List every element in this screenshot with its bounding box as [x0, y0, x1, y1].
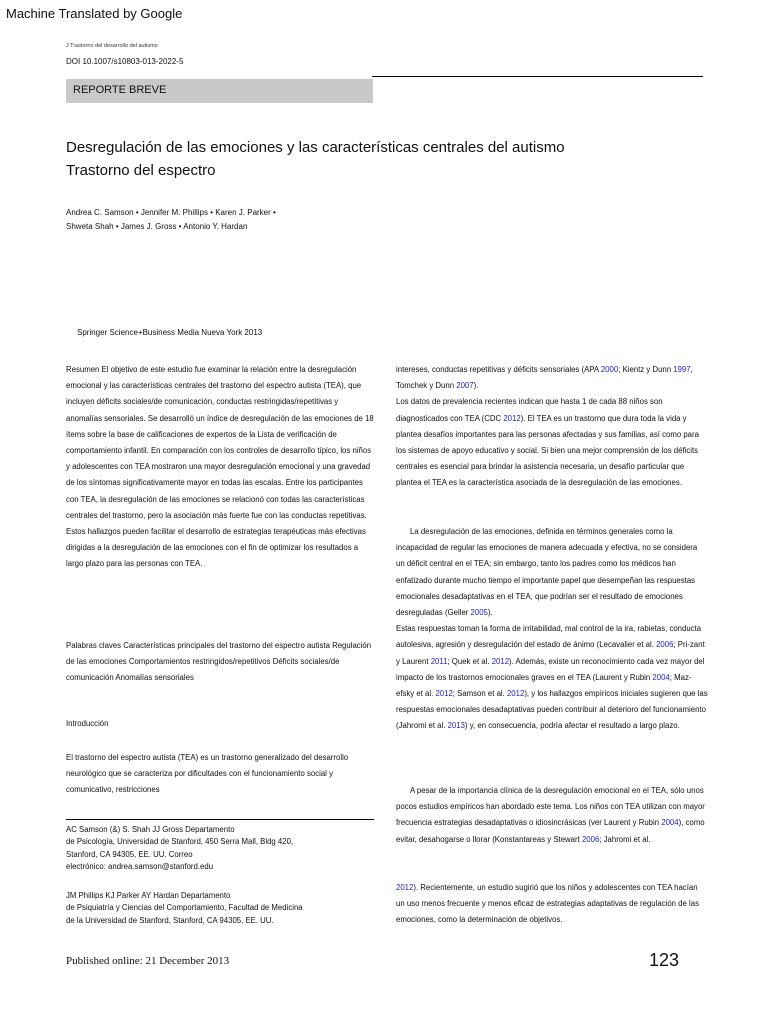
affil2-line-1: JM Phillips KJ Parker AY Hardan Departamento: [66, 891, 231, 900]
section-label: REPORTE BREVE: [66, 79, 373, 103]
footnote-rule: [66, 819, 374, 820]
citation-link[interactable]: 2012: [491, 656, 510, 666]
paragraph-3: La desregulación de las emociones, definida en términos generales como la incapacidad de regular las emociones de manera adecuada y efectiva, no se considera un déficit central en el TEA; sin embargo, tanto los padres como los médicos han enfatizado durante mucho tiempo el importante papel que desempeñan las respuestas emocionales desadaptativas en el TEA, que podrían ser el resultado de emociones desreguladas (Geller 2005).: [396, 527, 698, 618]
title-line-1: Desregulación de las emociones y las características centrales del autismo: [66, 139, 565, 156]
paragraph-4: Estas respuestas toman la forma de irritabilidad, mal control de la ira, rabietas, conducta autolesiva, agresión y desregulación del estado de ánimo (Lecavalier et al. 2006; Pri-zant y Laurent 2011; Quek et al. 2012). Además, existe un reconocimiento cada vez mayor del impacto de los trastornos emocionales graves en el TEA (Laurent y Rubin 2004; Maz-efsky et al. 2012; Samson et al. 2012), y los hallazgos empíricos iniciales sugieren que las respuestas emocionales desadaptativas pueden contribuir al deterioro del funcionamiento (Jahromi et al. 2013) y, en consecuencia, podría afectar el resultado a largo plazo.: [396, 624, 708, 731]
keywords-text: Palabras claves Características principales del trastorno del espectro autista Regulación de las emociones Comportamientos restringidos/repetitivos Déficits sociales/de comunicación Anomalías sensoriales: [66, 641, 372, 683]
affiliation-1: [66, 824, 376, 873]
intro-paragraph: [66, 750, 376, 799]
citation-link[interactable]: 2012: [396, 883, 414, 892]
citation-link[interactable]: 2006: [581, 834, 600, 844]
body-column-right-2: [396, 524, 708, 735]
paragraph-2: Los datos de prevalencia recientes indican que hasta 1 de cada 88 niños son diagnosticados con TEA (CDC 2012). El TEA es un trastorno que dura toda la vida y plantea desafíos importantes para las personas afectadas y sus familias, así como para los sistemas de apoyo educativo y social. Si bien una mejor comprensión de los déficits centrales es esencial para brindar la asistencia necesaria, un desafío particular que plantea el TEA es la característica asociada de la desregulación de las emociones.: [396, 397, 699, 488]
machine-translated-banner: Machine Translated by Google: [6, 6, 183, 21]
affil2-line-3: de la Universidad de Stanford, Stanford, CA 94305, EE. UU.: [66, 915, 274, 925]
citation-link[interactable]: 2012: [435, 689, 453, 699]
authors: [66, 206, 386, 233]
paragraph-1: intereses, conductas repetitivas y déficits sensoriales (APA 2000; Kientz y Dunn 1997, Tomchek y Dunn 2007).: [396, 365, 693, 391]
intro-heading: Introducción: [66, 719, 109, 728]
paragraph-5: A pesar de la importancia clínica de la desregulación emocional en el TEA, sólo unos pocos estudios empíricos han abordado este tema. Los niños con TEA utilizan con mayor frecuencia estrategias desadaptativas o idiosincrásicas (ver Laurent y Rubin 2004), como evitar, desahogarse o llorar (Konstantareas y Stewart 2006; Jahromi et al.: [396, 786, 705, 844]
body-column-right-3: [396, 783, 708, 848]
citation-link[interactable]: 2013: [447, 721, 465, 731]
affil1-line-4: electrónico: andrea.samson@stanford.edu: [66, 861, 214, 871]
citation-link[interactable]: 2004: [652, 672, 670, 682]
journal-name: J Trastorno del desarrollo del autismo: [66, 43, 158, 49]
affil1-line-2: de Psicología, Universidad de Stanford, 450 Serra Mall, Bldg 420,: [66, 837, 294, 847]
affil2-line-2: de Psiquiatría y Ciencias del Comportamiento, Facultad de Medicina: [66, 903, 303, 913]
abstract-text: Resumen El objetivo de este estudio fue examinar la relación entre la desregulación emocional y las características centrales del trastorno del espectro autista (TEA), que incluyen déficits sociales/de comunicación, conductas restringidas/repetitivas y anomalías sensoriales. Se desarrolló un índice de desregulación de las emociones de 18 ítems sobre la base de calificaciones de expertos de la Lista de verificación de comportamiento infantil. En comparación con los controles de desarrollo típico, los niños y adolescentes con TEA mostraron una mayor desregulación emocional y una gravedad de los síntomas significativamente mayor en todas las escalas. Entre los participantes con TEA, la desregulación de las emociones se relacionó con todas las características centrales del trastorno, pero la asociación más fuerte fue con las conductas repetitivas. Estos hallazgos pueden facilitar el desarrollo de estrategias terapéuticas más efectivas dirigidas a la desregulación de las emociones con el fin de optimizar los resultados a largo plazo para las personas con TEA.: [66, 365, 374, 569]
citation-link[interactable]: 2011: [430, 656, 448, 666]
intro-text: El trastorno del espectro autista (TEA) es un trastorno generalizado del desarrollo neurológico que se caracteriza por dificultades con el funcionamiento social y comunicativo, restricciones: [66, 753, 349, 795]
citation-link[interactable]: 2007: [456, 381, 474, 391]
affil1-line-3: Stanford, CA 94305, EE. UU. Correo: [66, 849, 193, 859]
authors-line-2: Shweta Shah • James J. Gross • Antonio Y. Hardan: [66, 221, 248, 231]
keywords: [66, 638, 376, 687]
affil1-line-1: AC Samson (&) S. Shah JJ Gross Departamento: [66, 825, 235, 834]
affiliation-2: [66, 890, 376, 927]
header-rule: [372, 76, 703, 77]
authors-line-1: Andrea C. Samson • Jennifer M. Phillips • Karen J. Parker •: [66, 208, 276, 217]
citation-link[interactable]: 2012: [503, 413, 521, 423]
citation-link[interactable]: 2012: [506, 689, 525, 699]
citation-link[interactable]: 2004: [661, 818, 679, 828]
citation-link[interactable]: 2005: [470, 608, 488, 618]
copyright: Springer Science+Business Media Nueva York 2013: [77, 328, 263, 337]
citation-link[interactable]: 2006: [656, 640, 674, 650]
page-number: 123: [649, 950, 680, 970]
paper-title: [66, 136, 706, 182]
citation-link[interactable]: 1997: [673, 365, 691, 374]
body-column-right-4: [396, 880, 708, 929]
body-column-right: [396, 362, 708, 492]
title-line-2: Trastorno del espectro: [66, 162, 216, 179]
paragraph-6: 2012). Recientemente, un estudio sugirió que los niños y adolescentes con TEA hacían un uso menos frecuente y menos eficaz de estrategias adaptativas de regulación de las emociones, como la determinación de objetivos.: [396, 883, 699, 925]
published-date: Published online: 21 December 2013: [66, 955, 230, 967]
abstract: [66, 362, 376, 573]
citation-link[interactable]: 2000: [600, 365, 619, 374]
doi: DOI 10.1007/s10803-013-2022-5: [66, 57, 184, 66]
